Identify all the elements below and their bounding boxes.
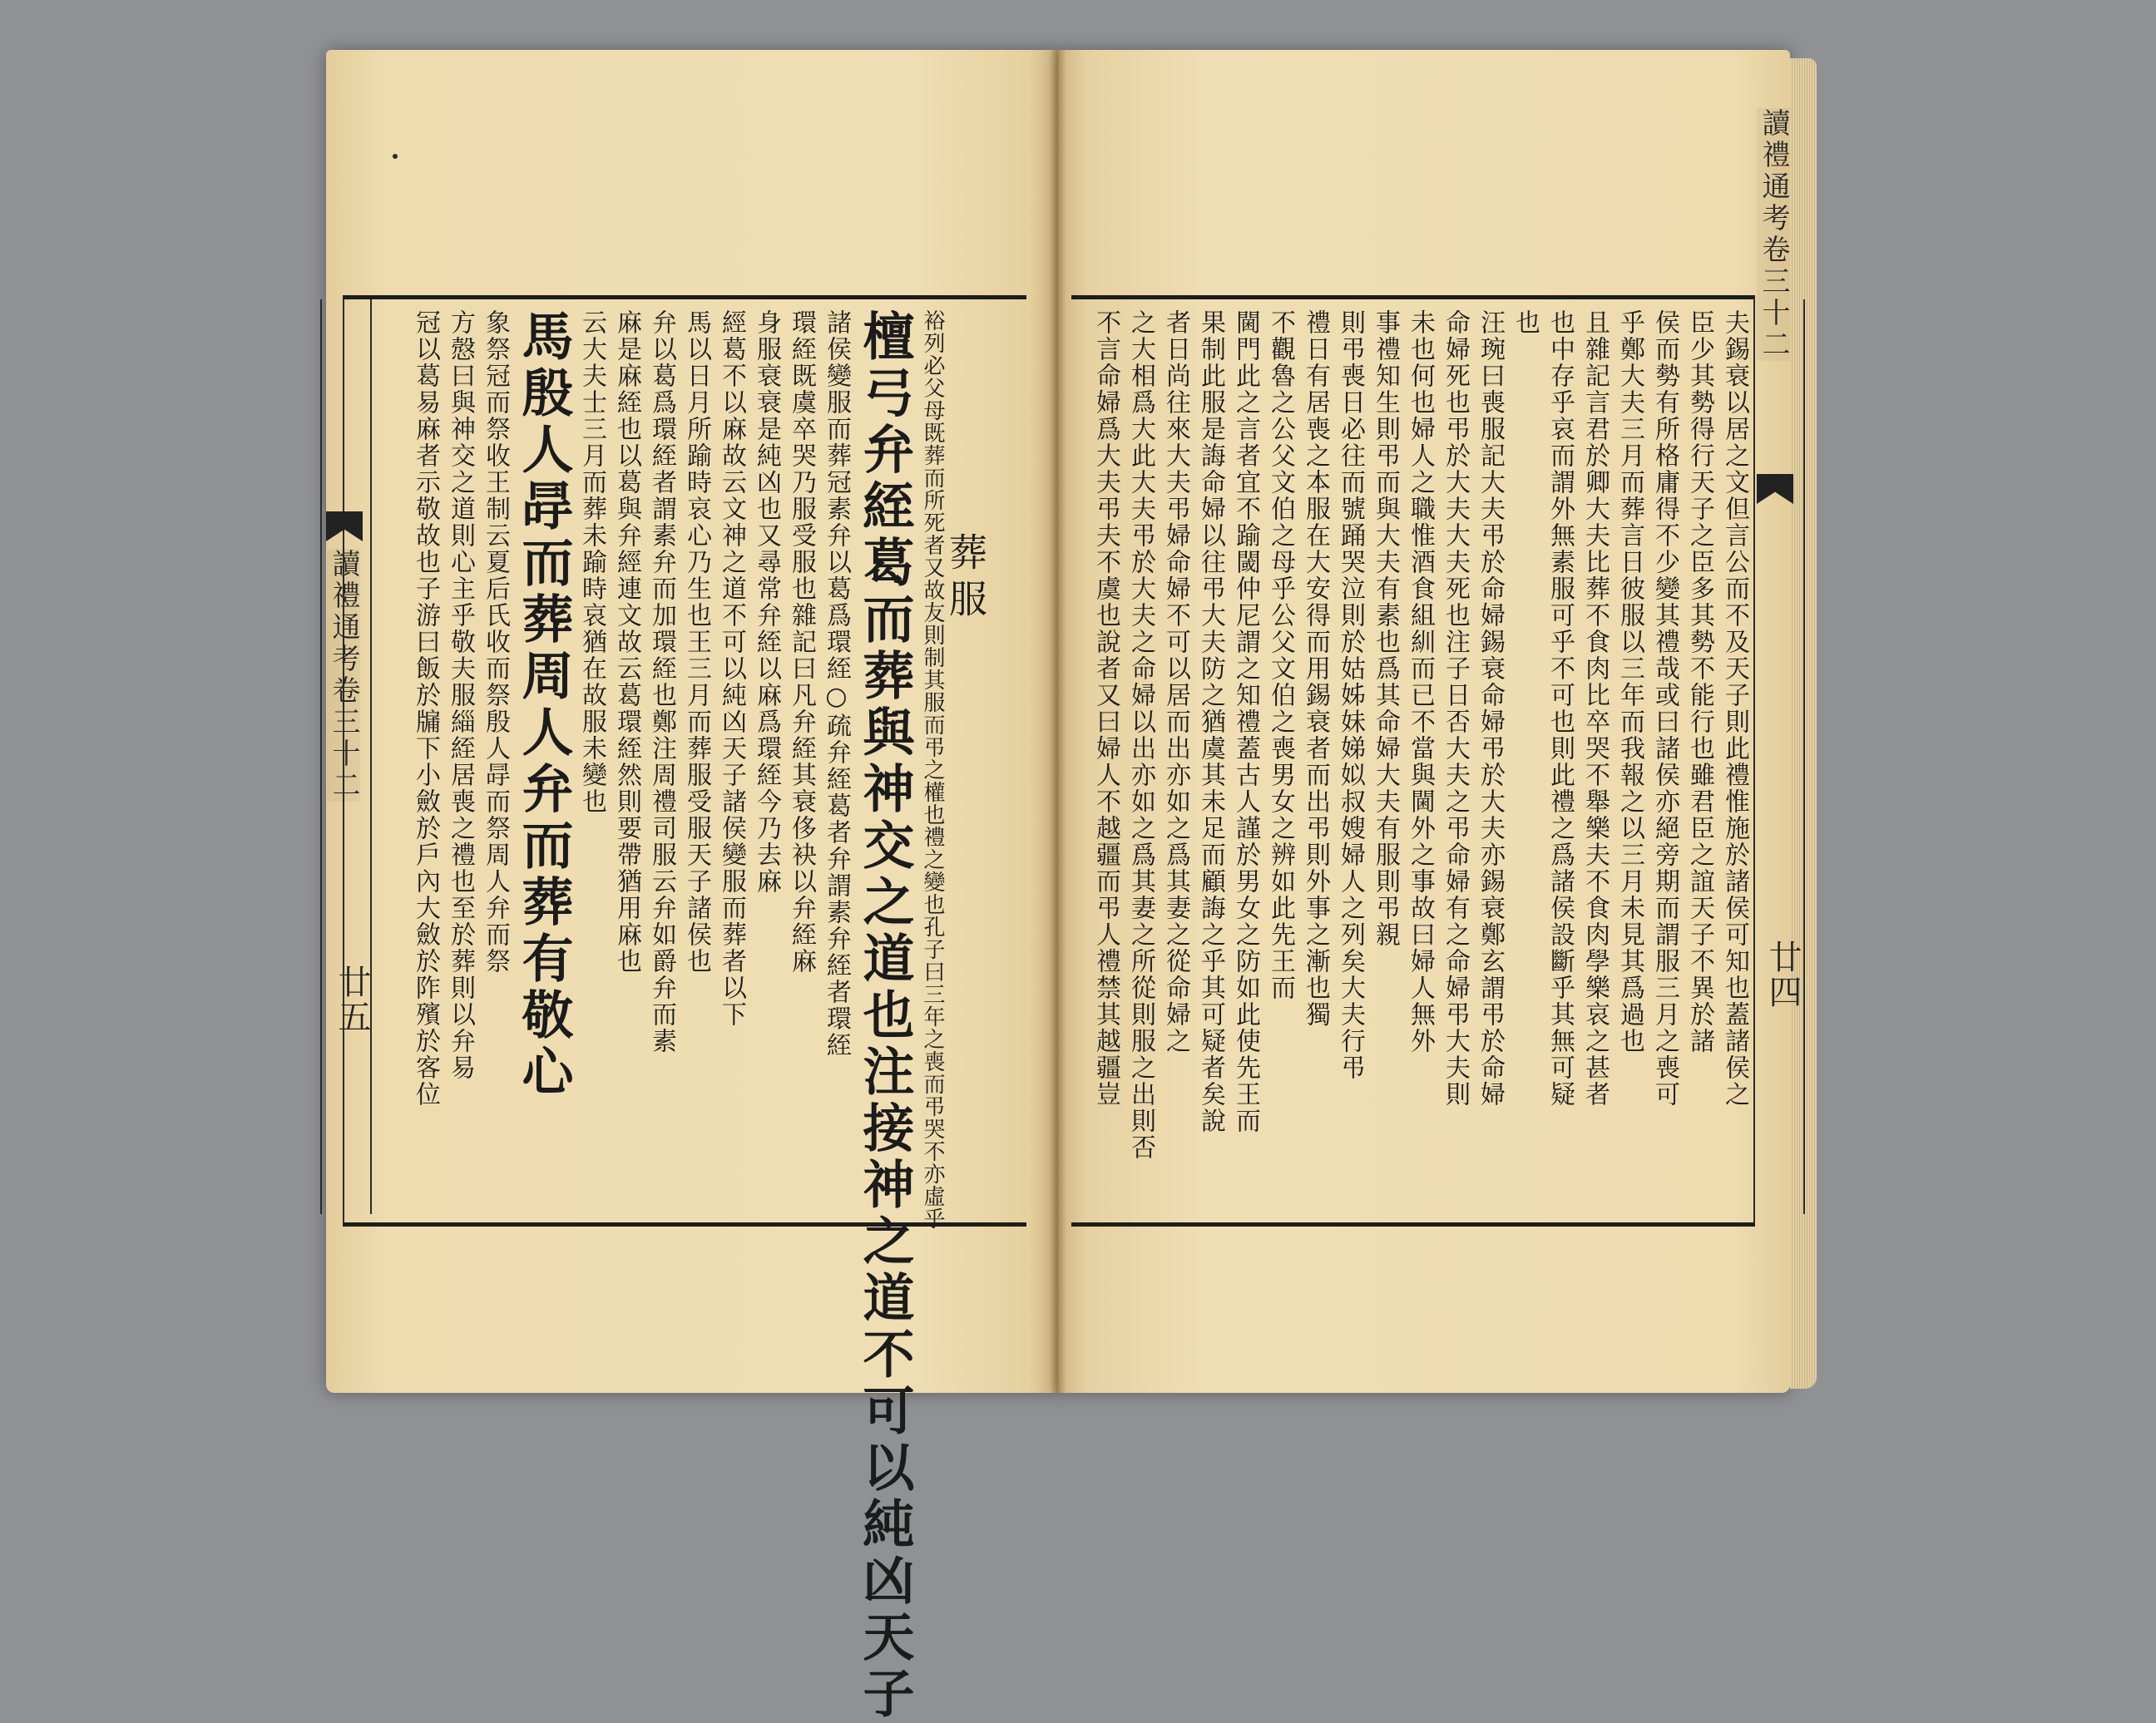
commentary-text: 裕列必父母既葬而所死者又故友則制其服而弔之權也禮之變也孔子曰三年之喪而弔哭不亦虛乎 xyxy=(920,309,945,1230)
text-column xyxy=(714,309,744,1207)
text-column xyxy=(818,309,851,1207)
text-column xyxy=(1367,309,1400,1207)
text-column xyxy=(644,309,674,1207)
text-column xyxy=(512,309,574,1207)
main-text: 檀弓弁絰葛而葬與神交之道也 xyxy=(854,309,915,1044)
right-banxin xyxy=(1753,299,1805,1214)
text-column xyxy=(1228,309,1258,1207)
text-column xyxy=(1577,309,1610,1207)
text-column xyxy=(749,309,779,1207)
commentary-text: 者日尚往來大夫弔婦命婦不可以居而出亦如之爲其妻之從命婦之 xyxy=(1161,309,1190,1054)
left-leaf-number: 廿五 xyxy=(333,965,371,1034)
commentary-text: 身服衰衰是純凶也又尋常弁絰以麻爲環絰今乃去麻 xyxy=(752,309,781,895)
text-column xyxy=(853,309,915,1723)
text-column xyxy=(443,309,475,1207)
text-column xyxy=(1193,309,1223,1207)
commentary-text: 汪琬曰喪服記大夫弔於命婦錫衰命婦弔於大夫亦錫衰鄭玄謂弔於命婦 xyxy=(1476,309,1505,1108)
text-column xyxy=(1682,309,1712,1207)
commentary-text: 注接神之道不可以純凶天子 xyxy=(854,1044,915,1723)
commentary-text: 未也何也婦人之職惟酒食組紃而已不當與閫外之事故曰婦人無外 xyxy=(1406,309,1435,1054)
text-column xyxy=(784,309,816,1207)
text-column xyxy=(1507,309,1540,1207)
commentary-text: 不觀魯之公父文伯之母乎公父文伯之喪男女之辨如此先王而 xyxy=(1266,309,1295,1001)
commentary-text: 臣少其勢得行天子之臣多其勢不能行也雖君臣之誼天子不異於諸 xyxy=(1685,309,1714,1054)
text-column xyxy=(1402,309,1435,1207)
right-banxin-title: 讀禮通考卷三十二 xyxy=(1757,108,1790,361)
commentary-text: 冠以葛易麻者示敬故也子游曰飯於牖下小斂於戶內大斂於阼殯於客位 xyxy=(411,309,440,1108)
text-column xyxy=(915,309,945,1230)
ink-spot xyxy=(393,154,398,159)
right-leaf-number: 廿四 xyxy=(1763,940,1802,1010)
commentary-text: 環絰既虞卒哭乃服受服也雜記曰凡弁絰其衰侈袂以弁絰麻 xyxy=(787,309,816,975)
text-column xyxy=(1123,309,1153,1207)
text-column xyxy=(1612,309,1642,1207)
text-column xyxy=(477,309,510,1207)
text-column xyxy=(1647,309,1677,1207)
text-column xyxy=(1542,309,1575,1207)
book-gutter xyxy=(1050,50,1066,1393)
text-column xyxy=(1333,309,1365,1207)
text-column xyxy=(1263,309,1293,1207)
text-column xyxy=(1088,309,1118,1207)
commentary-text: 果制此服是誨命婦以往弔大夫防之猶虞其未足而顧誨之乎其可疑者矣說 xyxy=(1196,309,1225,1134)
commentary-text: 且雜記言君於卿大夫比葬不食肉比卒哭不舉樂夫不食肉學樂哀之甚者 xyxy=(1580,309,1610,1108)
commentary-text: 閫門此之言者宜不踰閾仲尼謂之知禮蓋古人謹於男女之防如此使先王而 xyxy=(1231,309,1260,1134)
commentary-text: 之大相爲大此大夫弔於大夫之命婦以出亦如之爲其妻之所從則服之出則否 xyxy=(1126,309,1155,1161)
text-column xyxy=(1298,309,1328,1207)
commentary-text: 諸侯變服而葬冠素弁以葛爲環絰○疏弁絰葛者弁謂素弁絰者環絰 xyxy=(822,309,851,1059)
commentary-text: 夫錫衰以居之文但言公而不及天子則此禮惟施於諸侯可知也蓋諸侯之 xyxy=(1720,309,1749,1108)
commentary-text: 侯而勢有所格庸得不少變其禮哉或曰諸侯亦絕旁期而謂服三月之喪可 xyxy=(1650,309,1679,1108)
commentary-text: 不言命婦爲大夫弔夫不虞也說者又曰婦人不越疆而弔人禮禁其越疆豈 xyxy=(1091,309,1120,1108)
commentary-text: 云大夫士三月而葬未踰時哀猶在故服未變也 xyxy=(577,309,606,815)
commentary-text: 事禮知生則弔而與大夫有素也爲其命婦大夫有服則弔親 xyxy=(1371,309,1400,948)
commentary-text: 象祭冠而祭收王制云夏后氏收而祭殷人冔而祭周人弁而祭 xyxy=(481,309,510,975)
text-column xyxy=(679,309,709,1207)
commentary-text: 馬以日月所踰時哀心乃生也王三月而葬服受服天子諸侯也 xyxy=(682,309,711,975)
commentary-text: 弁以葛爲環絰者謂素弁而加環絰也鄭注周禮司服云弁如爵弁而素 xyxy=(647,309,676,1054)
commentary-text: 乎鄭大夫三月而葬言日彼服以三年而我報之以三月未見其爲過也 xyxy=(1615,309,1644,1054)
text-column xyxy=(1437,309,1470,1207)
text-column xyxy=(1472,309,1505,1207)
section-heading: 葬服 xyxy=(943,532,988,625)
text-column xyxy=(408,309,438,1207)
commentary-text: 麻是麻絰也以葛與弁經連文故云葛環絰然則要帶猶用麻也 xyxy=(612,309,641,975)
commentary-text: 也 xyxy=(1511,309,1540,336)
commentary-text: 命婦死也弔於大夫大夫死也注子日否大夫之弔命婦有之命婦弔大夫則 xyxy=(1441,309,1470,1108)
left-banxin-title: 讀禮通考卷三十二 xyxy=(327,549,360,802)
text-column xyxy=(574,309,604,1207)
commentary-text: 則弔喪日必往而號踊哭泣則於姑姊妹娣姒叔嫂婦人之列矣大夫行弔 xyxy=(1336,309,1365,1081)
commentary-text: 方慤曰與神交之道則心主乎敬夫服緇絰居喪之禮也至於葬則以弁易 xyxy=(446,309,475,1081)
text-column xyxy=(1717,309,1747,1207)
main-text: 有敬心 xyxy=(513,931,574,1101)
commentary-text: 經葛不以麻故云文神之道不可以純凶天子諸侯變服而葬者以下 xyxy=(717,309,746,1028)
commentary-text: 禮日有居喪之本服在大安得而用錫衰者而出弔則外事之漸也獨 xyxy=(1301,309,1330,1028)
text-column xyxy=(1158,309,1188,1207)
text-column xyxy=(609,309,639,1207)
main-text: 馬殷人冔而葬周人弁而葬 xyxy=(513,309,574,931)
commentary-text: 也中存乎哀而謂外無素服可乎不可也則此禮之爲諸侯設斷乎其無可疑 xyxy=(1545,309,1575,1108)
